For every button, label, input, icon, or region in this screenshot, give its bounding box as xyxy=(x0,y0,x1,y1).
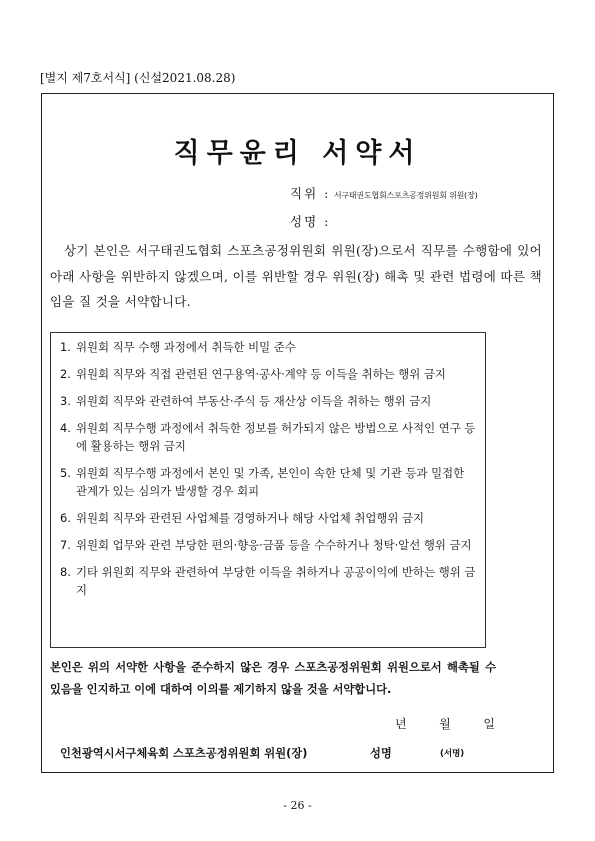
signature-organization: 인천광역시서구체육회 스포츠공정위원회 위원(장) xyxy=(60,747,308,760)
page-number: - 26 - xyxy=(283,799,312,812)
name-label: 성명 : xyxy=(290,214,331,229)
item-number: 6. xyxy=(60,511,71,525)
list-item xyxy=(60,464,478,500)
date-year-label: 년 xyxy=(395,717,407,731)
item-text: 기타 위원회 직무와 관련하여 부당한 이득을 취하거나 공공이익에 반하는 행위 금지 xyxy=(76,565,476,597)
position-row xyxy=(290,184,478,202)
item-text: 위원회 직무수행 과정에서 본인 및 가족, 본인이 속한 단체 및 기관 등과 밀접한 관계가 있는 심의가 발생할 경우 회피 xyxy=(76,466,465,498)
item-number: 2. xyxy=(60,367,71,381)
position-label: 직위 : xyxy=(290,186,331,201)
item-text: 위원회 업무와 관련 부당한 편의·향응·금품 등을 수수하거나 청탁·알선 행위 금지 xyxy=(76,538,472,552)
item-number: 1. xyxy=(60,340,71,354)
item-number: 4. xyxy=(60,421,71,435)
pledge-statement: 본인은 위의 서약한 사항을 준수하지 않은 경우 스포츠공정위원회 위원으로서 해촉될 수 있음을 인지하고 이에 대하여 이의를 제기하지 않을 것을 서약합니다. xyxy=(50,661,496,696)
date-line xyxy=(395,715,495,732)
name-row xyxy=(290,212,330,230)
list-item xyxy=(60,338,478,356)
item-text: 위원회 직무와 관련하여 부동산·주식 등 재산상 이득을 취하는 행위 금지 xyxy=(76,394,432,408)
signature-name-label: 성명 xyxy=(370,747,392,760)
item-number: 5. xyxy=(60,466,71,480)
item-number: 7. xyxy=(60,538,71,552)
intro-paragraph: 상기 본인은 서구태권도협회 스포츠공정위원회 위원(장)으로서 직무를 수행함에 있어 아래 사항을 위반하지 않겠으며, 이를 위반할 경우 위원(장) 해촉 및 관련 법령에 따른 책임을 질 것을 서약합니다. xyxy=(50,243,542,309)
item-text: 위원회 직무수행 과정에서 취득한 정보를 허가되지 않은 방법으로 사적인 연구 등에 활용하는 행위 금지 xyxy=(76,421,476,453)
signature-seal-label: (서명) xyxy=(440,749,465,759)
pledge-items-list xyxy=(60,338,478,608)
list-item xyxy=(60,419,478,455)
item-text: 위원회 직무와 직접 관련된 연구용역·공사·계약 등 이득을 취하는 행위 금지 xyxy=(76,367,446,381)
item-number: 3. xyxy=(60,394,71,408)
item-text: 위원회 직무 수행 과정에서 취득한 비밀 준수 xyxy=(76,340,296,354)
list-item xyxy=(60,365,478,383)
list-item xyxy=(60,563,478,599)
position-value: 서구태권도협회스포츠공정위원회 위원(장) xyxy=(333,191,478,200)
item-number: 8. xyxy=(60,565,71,579)
list-item xyxy=(60,392,478,410)
list-item xyxy=(60,536,478,554)
date-day-label: 일 xyxy=(483,717,495,731)
item-text: 위원회 직무와 관련된 사업체를 경영하거나 해당 사업체 취업행위 금지 xyxy=(76,511,425,525)
form-number: [별지 제7호서식] (신설2021.08.28) xyxy=(40,71,236,85)
list-item xyxy=(60,509,478,527)
document-title: 직무윤리 서약서 xyxy=(173,138,422,169)
date-month-label: 월 xyxy=(439,717,451,731)
